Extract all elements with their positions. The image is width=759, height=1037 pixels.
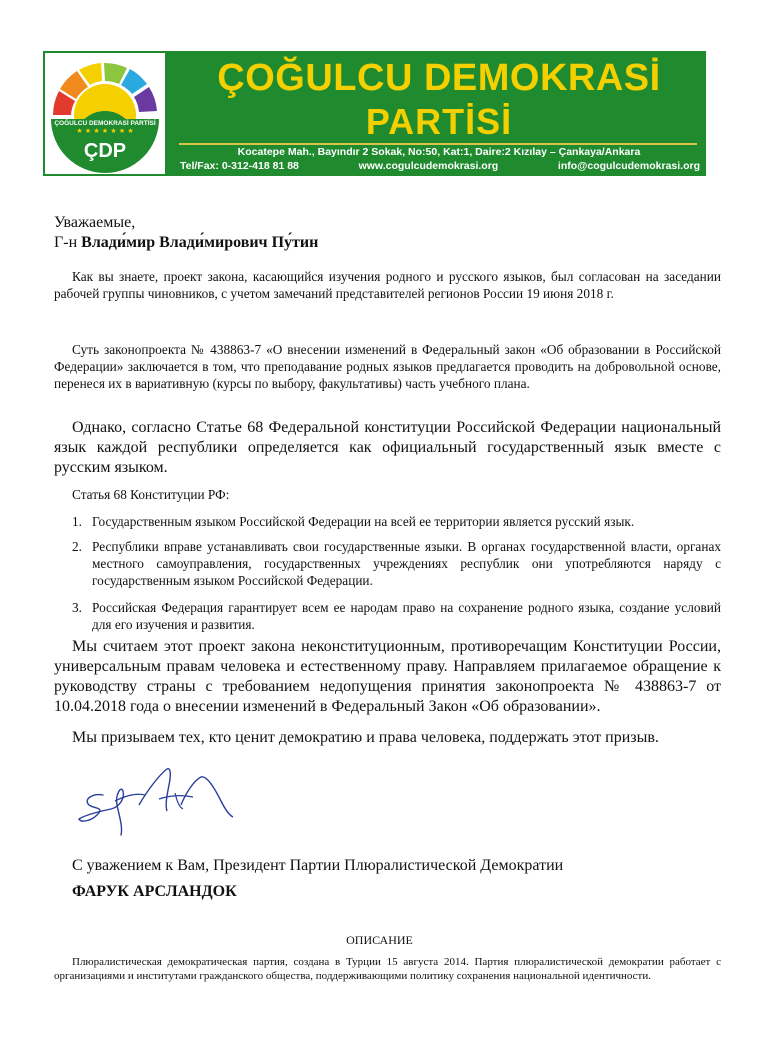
addressee-name: Влади́мир Влади́мирович Пу́тин xyxy=(81,234,319,251)
paragraph-5: Мы призываем тех, кто ценит демократию и права человека, поддержать этот призыв. xyxy=(72,729,659,746)
svg-text:ÇOĞULCU DEMOKRASİ PARTİSİ: ÇOĞULCU DEMOKRASİ PARTİSİ xyxy=(54,120,156,127)
letterhead-banner xyxy=(43,51,706,176)
handwritten-signature xyxy=(75,765,245,845)
party-logo-icon xyxy=(45,53,165,174)
party-address: Kocatepe Mah., Bayındır 2 Sokak, No:50, Kat:1, Daire:2 Kızılay – Çankaya/Ankara xyxy=(237,146,641,158)
list-item-text: Российская Федерация гарантирует всем ее народам право на сохранение родного языка, создание условий для его изучения и развития. xyxy=(92,600,721,632)
party-contacts xyxy=(180,160,700,172)
list-item-text: Государственным языком Российской Федерации на всей ее территории является русский язык. xyxy=(92,514,635,529)
salutation: Уважаемые, xyxy=(54,214,136,231)
paragraph-4: Мы считаем этот проект закона неконституционным, противоречащим Конституции России, универсальным правам человека и естественному праву. Направляем прилагаемое обращение к руководству страны с требованием недопущения принятия законопроекта № 438863-7 от 10.04.2018 года о внесении изменений в Федеральный Закон «Об образовании». xyxy=(54,638,721,715)
party-logo xyxy=(45,53,165,174)
list-item xyxy=(54,599,721,633)
list-item-number: 2. xyxy=(72,539,82,554)
article-heading: Статья 68 Конституции РФ: xyxy=(72,487,230,502)
salutation-block xyxy=(54,213,318,253)
signer-name: ФАРУК АРСЛАНДОК xyxy=(72,883,237,900)
party-email[interactable]: info@cogulcudemokrasi.org xyxy=(557,160,700,172)
svg-text:★ ★ ★ ★ ★ ★ ★: ★ ★ ★ ★ ★ ★ ★ xyxy=(76,127,134,135)
svg-text:ÇDP: ÇDP xyxy=(83,140,127,162)
list-item-number: 3. xyxy=(72,600,82,615)
paragraph-1: Как вы знаете, проект закона, касающийся изучения родного и русского языков, был согласован на заседании рабочей группы чиновников, с учетом замечаний представителей регионов России 19 июня 2018 г. xyxy=(54,269,721,301)
closing-regards: С уважением к Вам, Президент Партии Плюралистической Демократии xyxy=(72,857,564,874)
party-name-line2: PARTİSİ xyxy=(365,101,513,142)
party-website[interactable]: www.cogulcudemokrasi.org xyxy=(358,160,499,172)
list-item-text: Республики вправе устанавливать свои государственные языки. В органах государственной власти, органах местного самоуправления, государственных учреждениях республик они употребляются наряду с государственным языком Российской Федерации. xyxy=(92,539,721,588)
addressee-prefix: Г-н xyxy=(54,234,78,251)
addressee xyxy=(54,233,318,253)
banner-divider xyxy=(179,143,697,145)
list-item xyxy=(54,538,721,589)
list-item-number: 1. xyxy=(72,514,82,529)
description-text: Плюралистическая демократическая партия, создана в Турции 15 августа 2014. Партия плюралистической демократии работает с организациями и институтами гражданского общества, поддерживающими политику сохранения национальной идентичности. xyxy=(54,956,721,982)
list-item xyxy=(54,513,721,530)
paragraph-3: Однако, согласно Статье 68 Федеральной конституции Российской Федерации национальный язык каждой республики определяется как официальный государственный язык вместе с русским языком. xyxy=(54,419,721,476)
paragraph-2: Суть законопроекта № 438863-7 «О внесении изменений в Федеральный закон «Об образовании в Российской Федерации» заключается в том, что преподавание родных языков предлагается проводить на добровольной основе, перенеся их в вариативную (курсы по выбору, факультативы) часть учебного плана. xyxy=(54,342,721,391)
party-phone: Tel/Fax: 0-312-418 81 88 xyxy=(180,160,299,172)
description-title: ОПИСАНИЕ xyxy=(346,933,413,947)
party-name-line1: ÇOĞULCU DEMOKRASİ xyxy=(217,57,661,99)
